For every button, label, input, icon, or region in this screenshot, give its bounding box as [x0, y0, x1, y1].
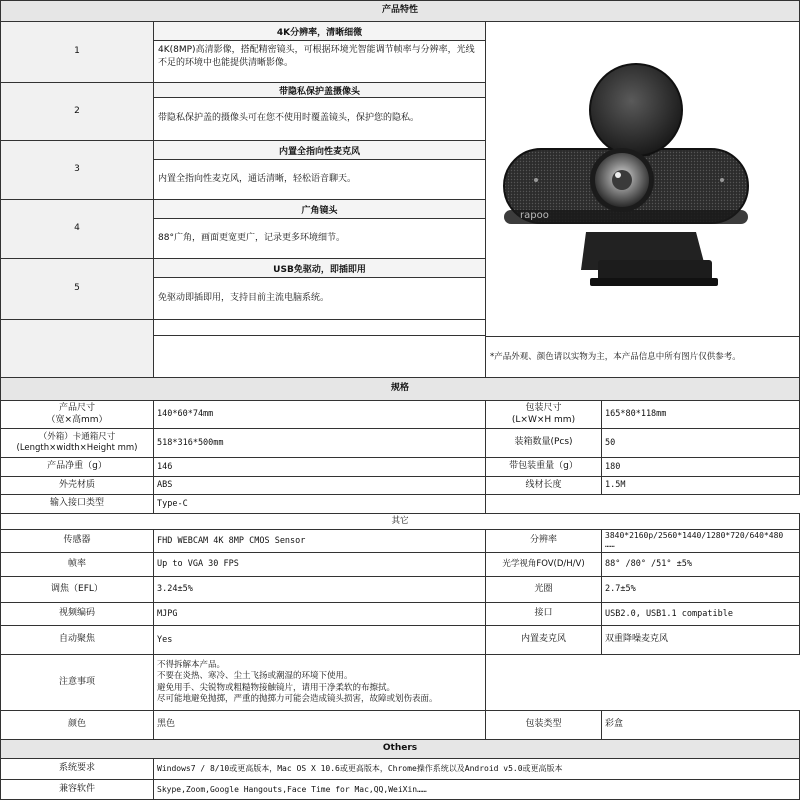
webcam-image [486, 22, 799, 336]
brand-logo: rapoo [520, 210, 549, 221]
feature-empty-top [153, 319, 486, 336]
spec-label-product-size: 产品尺寸 （宽×高mm） [0, 400, 154, 429]
spec-label-gross-weight: 带包装重量（g） [485, 457, 602, 477]
spec-value-package-size: 165*80*118mm [601, 400, 800, 429]
other-label-package-type: 包装类型 [485, 710, 602, 740]
spec-label-pack-qty: 装箱数量(Pcs) [485, 428, 602, 458]
product-image-panel [485, 21, 800, 337]
others-value-software: Skype,Zoom,Google Hangouts,Face Time for Mac,QQ,WeiXin…… [153, 779, 800, 800]
other-label-efl: 调焦（EFL） [0, 576, 154, 603]
spec-label-carton-size: （外箱）卡通箱尺寸 (Length×width×Height mm) [0, 428, 154, 458]
spec-value-material: ABS [153, 476, 486, 495]
others-value-system: Windows7 / 8/10或更高版本，Mac OS X 10.6或更高版本，Chrome操作系统以及Android v5.0或更高版本 [153, 758, 800, 780]
features-title [0, 0, 800, 22]
spec-value-product-size: 140*60*74mm [153, 400, 486, 429]
spec-value-cable-length: 1.5M [601, 476, 800, 495]
others-label-software: 兼容软件 [0, 779, 154, 800]
disclaimer-note: *产品外观、颜色请以实物为主，本产品信息中所有图片仅供参考。 [485, 336, 800, 378]
spec-label-cable-length: 线材长度 [485, 476, 602, 495]
other-label-autofocus: 自动聚焦 [0, 625, 154, 655]
spec-value-gross-weight: 180 [601, 457, 800, 477]
other-value-port: USB2.0, USB1.1 compatible [601, 602, 800, 626]
others-title: Others [0, 739, 800, 759]
spec-label-material: 外壳材质 [0, 476, 154, 495]
feature-num-empty [0, 319, 154, 378]
other-label-color: 颜色 [0, 710, 154, 740]
spec-value-interface-type: Type-C [153, 494, 486, 514]
other-label-notice: 注意事项 [0, 654, 154, 711]
feature-title-4: 广角镜头 [153, 199, 486, 219]
other-label-mic: 内置麦克风 [485, 625, 602, 655]
feature-num-2: 2 [0, 82, 154, 141]
feature-title-1: 4K分辨率，清晰细微 [153, 21, 486, 41]
spec-value-net-weight: 146 [153, 457, 486, 477]
feature-title-2: 带隐私保护盖摄像头 [153, 82, 486, 98]
spec-label-package-size: 包装尺寸 (L×W×H mm) [485, 400, 602, 429]
notice-empty-cell [485, 654, 800, 711]
other-title: 其它 [0, 513, 800, 530]
features-title-text: 产品特性 [381, 5, 418, 16]
other-value-notice: 不得拆解本产品。 不要在炎热、寒冷、尘土飞扬或潮湿的环境下使用。 避免用手、尖锐物或粗糙物接触镜片，请用干净柔软的布擦拭。 尽可能地避免抛掷，严重的抛掷力可能会造成镜头损害，故障或划伤表面。 [153, 654, 486, 711]
other-value-fov: 88° /80° /51° ±5% [601, 552, 800, 577]
other-value-autofocus: Yes [153, 625, 486, 655]
other-value-sensor: FHD WEBCAM 4K 8MP CMOS Sensor [153, 529, 486, 553]
other-value-framerate: Up to VGA 30 FPS [153, 552, 486, 577]
other-label-codec: 视频编码 [0, 602, 154, 626]
feature-desc-2: 带隐私保护盖的摄像头可在您不使用时覆盖镜头，保护您的隐私。 [153, 97, 486, 141]
feature-title-3: 内置全指向性麦克风 [153, 140, 486, 160]
spec-value-pack-qty: 50 [601, 428, 800, 458]
other-value-mic: 双重降噪麦克风 [601, 625, 800, 655]
feature-num-4: 4 [0, 199, 154, 259]
other-value-package-type: 彩盒 [601, 710, 800, 740]
other-label-sensor: 传感器 [0, 529, 154, 553]
other-value-aperture: 2.7±5% [601, 576, 800, 603]
feature-desc-3: 内置全指向性麦克风，通话清晰，轻松语音聊天。 [153, 159, 486, 200]
other-label-framerate: 帧率 [0, 552, 154, 577]
spec-value-carton-size: 518*316*500mm [153, 428, 486, 458]
feature-num-3: 3 [0, 140, 154, 200]
other-value-efl: 3.24±5% [153, 576, 486, 603]
specs-title: 规格 [0, 377, 800, 401]
other-value-resolution: 3840*2160p/2560*1440/1280*720/640*480 …… [601, 529, 800, 553]
others-label-system: 系统要求 [0, 758, 154, 780]
other-label-fov: 光学视角FOV(D/H/V) [485, 552, 602, 577]
spec-label-interface-type: 输入接口类型 [0, 494, 154, 514]
feature-desc-1: 4K(8MP)高清影像，搭配精密镜头，可根据环境光智能调节帧率与分辨率，光线不足的环境中也能提供清晰影像。 [153, 40, 486, 83]
other-value-color: 黑色 [153, 710, 486, 740]
other-label-resolution: 分辨率 [485, 529, 602, 553]
feature-title-5: USB免驱动，即插即用 [153, 258, 486, 278]
other-value-codec: MJPG [153, 602, 486, 626]
other-label-port: 接口 [485, 602, 602, 626]
feature-num-1: 1 [0, 21, 154, 83]
spec-label-net-weight: 产品净重（g） [0, 457, 154, 477]
feature-empty-bottom [153, 335, 486, 378]
other-label-aperture: 光圈 [485, 576, 602, 603]
feature-desc-4: 88°广角，画面更宽更广，记录更多环境细节。 [153, 218, 486, 259]
spec-empty-cell [485, 494, 800, 514]
feature-desc-5: 免驱动即插即用，支持目前主流电脑系统。 [153, 277, 486, 320]
feature-num-5: 5 [0, 258, 154, 320]
